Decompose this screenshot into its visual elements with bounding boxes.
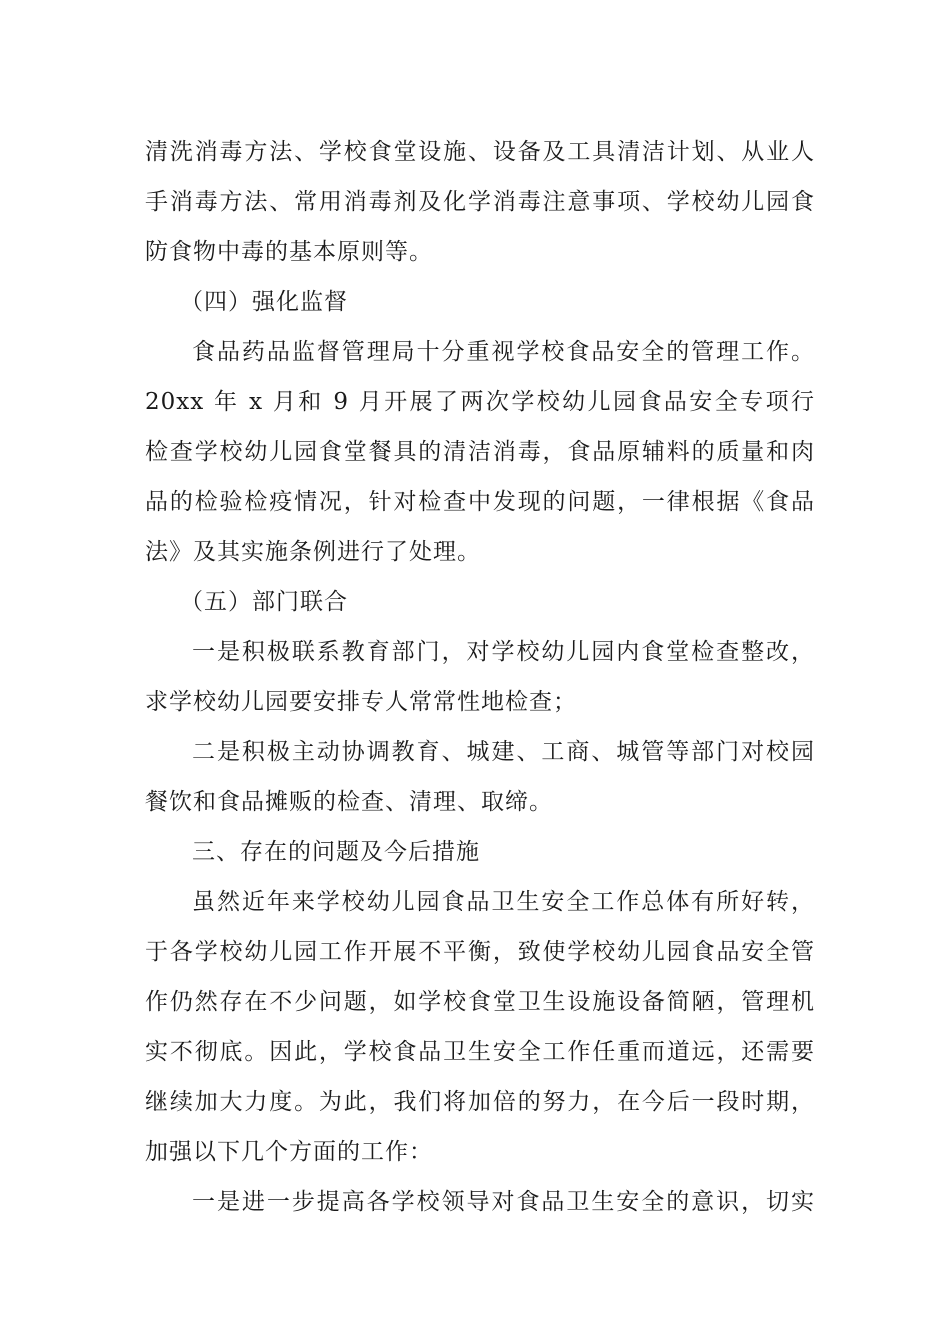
text-line: 法》及其实施条例进行了处理。 [145, 539, 481, 565]
text-line: 二是积极主动协调教育、城建、工商、城管等部门对校园 [192, 739, 815, 765]
text-line: 一是积极联系教育部门，对学校幼儿园内食堂检查整改， [192, 639, 815, 665]
section-heading: 三、存在的问题及今后措施 [192, 839, 480, 865]
text-line: 加强以下几个方面的工作： [145, 1139, 433, 1165]
text-line: 20xx 年 x 月和 9 月开展了两次学校幼儿园食品安全专项行 [145, 389, 815, 415]
text-line: 继续加大力度。为此，我们将加倍的努力，在今后一段时期， [145, 1089, 815, 1115]
text-line: 餐饮和食品摊贩的检查、清理、取缔。 [145, 789, 553, 815]
text-line: 品的检验检疫情况，针对检查中发现的问题，一律根据《食品 [145, 489, 815, 515]
text-line: 手消毒方法、常用消毒剂及化学消毒注意事项、学校幼儿园食 [145, 189, 815, 215]
text-line: 作仍然存在不少问题，如学校食堂卫生设施设备简陋，管理机 [145, 989, 815, 1015]
text-line: 检查学校幼儿园食堂餐具的清洁消毒，食品原辅料的质量和肉 [145, 439, 815, 465]
text-line: 于各学校幼儿园工作开展不平衡，致使学校幼儿园食品安全管 [145, 939, 815, 965]
section-heading: （四）强化监督 [180, 289, 348, 315]
text-line: 食品药品监督管理局十分重视学校食品安全的管理工作。 [192, 339, 815, 365]
section-heading: （五）部门联合 [180, 589, 348, 615]
text-line: 清洗消毒方法、学校食堂设施、设备及工具清洁计划、从业人 [145, 139, 815, 165]
text-line: 实不彻底。因此，学校食品卫生安全工作任重而道远，还需要 [145, 1039, 815, 1065]
text-line: 一是进一步提高各学校领导对食品卫生安全的意识，切实 [192, 1189, 815, 1215]
text-line: 虽然近年来学校幼儿园食品卫生安全工作总体有所好转， [192, 889, 815, 915]
text-line: 防食物中毒的基本原则等。 [145, 239, 433, 265]
text-line: 求学校幼儿园要安排专人常常性地检查； [145, 689, 577, 715]
